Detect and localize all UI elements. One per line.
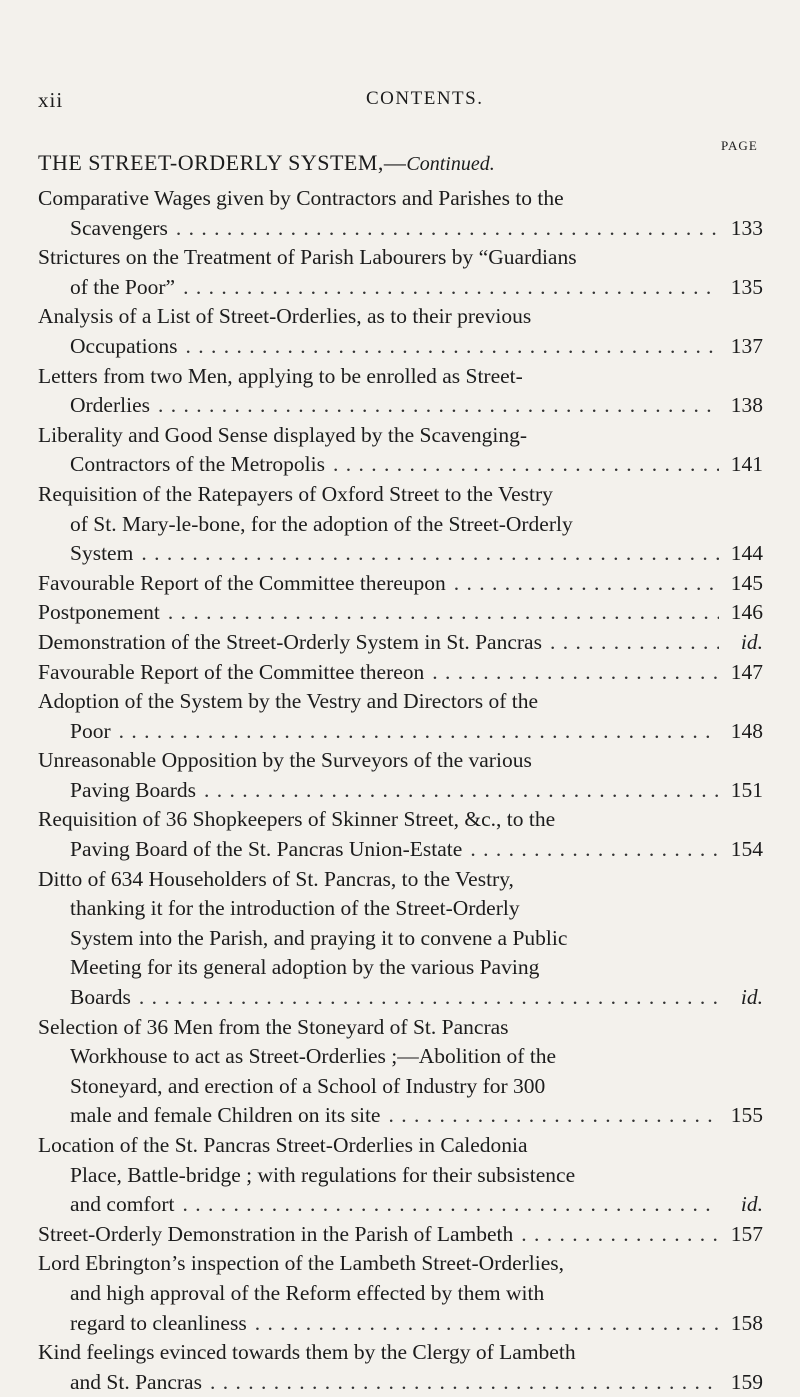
contents-entry (38, 1013, 763, 1131)
entry-line (38, 805, 763, 835)
entry-page-number: 144 (730, 541, 763, 566)
entry-page-number: id. (740, 1192, 763, 1217)
section-heading (38, 150, 778, 176)
entry-page-number: 146 (730, 600, 763, 625)
entry-text: Boards (70, 985, 131, 1010)
entry-text: Kind feelings evinced towards them by the Clergy of Lambeth (38, 1340, 576, 1365)
entry-line (38, 510, 763, 540)
entry-page-number: 159 (730, 1369, 763, 1394)
entry-line (38, 865, 763, 895)
leader-dots (111, 717, 719, 747)
entry-text: Paving Board of the St. Pancras Union-Estate (70, 837, 463, 862)
entry-line (38, 302, 763, 332)
entry-line (38, 569, 763, 599)
entry-page-number: 157 (730, 1221, 763, 1246)
leader-dots (542, 628, 719, 658)
entry-page-number: id. (740, 985, 763, 1010)
entry-page-number: 155 (730, 1103, 763, 1128)
leader-dots (133, 539, 719, 569)
entry-text: Strictures on the Treatment of Parish Labourers by “Guardians (38, 245, 577, 270)
entry-text: System into the Parish, and praying it to convene a Public (70, 925, 568, 950)
entry-line (38, 1338, 763, 1368)
contents-entry (38, 1131, 763, 1220)
entry-text: Favourable Report of the Committee thereupon (38, 570, 446, 595)
entry-text: Analysis of a List of Street-Orderlies, as to their previous (38, 304, 532, 329)
entry-line (38, 1279, 763, 1309)
entry-text: Location of the St. Pancras Street-Orderlies in Caledonia (38, 1133, 528, 1157)
contents-entry (38, 1249, 763, 1338)
entry-line (38, 214, 763, 244)
entry-text: Liberality and Good Sense displayed by the Scavenging- (38, 422, 528, 447)
entry-text: Orderlies (70, 393, 150, 418)
entry-line (38, 1042, 763, 1072)
leader-dots (446, 569, 719, 599)
contents-entry (38, 746, 763, 805)
contents-entry (38, 569, 763, 599)
entry-line (38, 391, 763, 421)
entry-text: thanking it for the introduction of the Street-Orderly (70, 896, 520, 921)
page-folio: xii (38, 88, 64, 112)
leader-dots (462, 835, 719, 865)
leader-dots (196, 776, 719, 806)
entry-text: Occupations (70, 333, 178, 358)
entry-line (38, 421, 763, 451)
entry-text: and St. Pancras (70, 1369, 202, 1394)
entry-page-number: 135 (730, 274, 763, 299)
leader-dots (247, 1309, 719, 1339)
entry-line (38, 598, 763, 628)
entry-line (38, 894, 763, 924)
entry-page-number: 151 (730, 777, 763, 802)
contents-entry (38, 480, 763, 569)
leader-dots (168, 214, 719, 244)
contents-entry (38, 421, 763, 480)
entry-line (38, 1013, 763, 1043)
entry-line (38, 687, 763, 717)
entry-text: of St. Mary-le-bone, for the adoption of the Street-Orderly (70, 511, 573, 536)
entry-text: Selection of 36 Men from the Stoneyard of St. Pancras (38, 1014, 509, 1039)
entry-text: of the Poor” (70, 274, 176, 299)
running-head (0, 88, 800, 118)
entry-text: and comfort (70, 1192, 175, 1217)
contents-entry (38, 1338, 763, 1397)
entry-text: and high approval of the Reform effected by them with (70, 1280, 545, 1305)
entry-page-number: 138 (730, 393, 763, 418)
entry-line (38, 1368, 763, 1397)
entry-line (38, 184, 763, 214)
entry-page-number: 148 (730, 718, 763, 743)
contents-entry (38, 362, 763, 421)
entry-text: Requisition of the Ratepayers of Oxford Street to the Vestry (38, 481, 553, 506)
entry-line (38, 243, 763, 273)
entry-page-number: 158 (730, 1310, 763, 1335)
entry-text: male and female Children on its site (70, 1103, 381, 1128)
entry-text: Letters from two Men, applying to be enrolled as Street- (38, 363, 523, 388)
leader-dots (177, 332, 719, 362)
entry-text: System (70, 541, 134, 566)
contents-entry (38, 1220, 763, 1250)
entry-line (38, 983, 763, 1013)
entry-line (38, 1249, 763, 1279)
entry-text: Demonstration of the Street-Orderly System in St. Pancras (38, 629, 542, 654)
contents-list (38, 184, 763, 1397)
contents-entry (38, 628, 763, 658)
leader-dots (380, 1101, 719, 1131)
entry-text: Ditto of 634 Householders of St. Pancras, to the Vestry, (38, 866, 514, 891)
entry-line (38, 539, 763, 569)
entry-line (38, 480, 763, 510)
entry-text: Contractors of the Metropolis (70, 452, 325, 477)
entry-text: Stoneyard, and erection of a School of Industry for 300 (70, 1073, 546, 1098)
entry-line (38, 332, 763, 362)
entry-line (38, 1072, 763, 1102)
entry-text: Favourable Report of the Committee thereon (38, 659, 425, 684)
entry-line (38, 924, 763, 954)
entry-text: Postponement (38, 600, 160, 625)
entry-line (38, 628, 763, 658)
entry-page-number: 145 (730, 570, 763, 595)
contents-entry (38, 658, 763, 688)
entry-line (38, 273, 763, 303)
entry-text: Requisition of 36 Shopkeepers of Skinner Street, &c., to the (38, 807, 556, 832)
entry-line (38, 1101, 763, 1131)
contents-entry (38, 687, 763, 746)
contents-entry (38, 598, 763, 628)
leader-dots (160, 598, 719, 628)
leader-dots (513, 1220, 719, 1250)
entry-text: Unreasonable Opposition by the Surveyors of the various (38, 748, 532, 773)
entry-page-number: id. (740, 629, 763, 654)
entry-text: Comparative Wages given by Contractors and Parishes to the (38, 186, 564, 210)
entry-line (38, 717, 763, 747)
entry-line (38, 1190, 763, 1220)
entry-page-number: 154 (730, 837, 763, 862)
entry-line (38, 450, 763, 480)
entry-line (38, 1309, 763, 1339)
entry-text: Workhouse to act as Street-Orderlies ;—Abolition of the (70, 1044, 557, 1069)
entry-line (38, 835, 763, 865)
leader-dots (131, 983, 719, 1013)
entry-line (38, 1161, 763, 1191)
entry-line (38, 776, 763, 806)
entry-text: Lord Ebrington’s inspection of the Lambeth Street-Orderlies, (38, 1251, 565, 1276)
leader-dots (325, 450, 719, 480)
running-head-title: CONTENTS. (366, 88, 484, 109)
entry-line (38, 953, 763, 983)
entry-page-number: 141 (730, 452, 763, 477)
section-title: THE STREET-ORDERLY SYSTEM,— (38, 150, 407, 175)
entry-line (38, 1220, 763, 1250)
contents-entry (38, 865, 763, 1013)
leader-dots (175, 273, 719, 303)
contents-entry (38, 243, 763, 302)
leader-dots (424, 658, 719, 688)
entry-line (38, 658, 763, 688)
leader-dots (150, 391, 719, 421)
contents-entry (38, 302, 763, 361)
entry-page-number: 133 (730, 215, 763, 240)
entry-page-number: 147 (730, 659, 763, 684)
leader-dots (174, 1190, 719, 1220)
entry-text: Paving Boards (70, 777, 197, 802)
entry-text: Scavengers (70, 215, 168, 240)
contents-entry (38, 184, 763, 243)
contents-entry (38, 805, 763, 864)
entry-text: Meeting for its general adoption by the various Paving (70, 955, 540, 980)
entry-line (38, 1131, 763, 1161)
entry-page-number: 137 (730, 333, 763, 358)
entry-line (38, 362, 763, 392)
entry-text: Poor (70, 718, 111, 743)
section-continued: Continued. (406, 153, 495, 175)
entry-text: Street-Orderly Demonstration in the Parish of Lambeth (38, 1221, 514, 1246)
entry-text: regard to cleanliness (70, 1310, 247, 1335)
entry-text: Place, Battle-bridge ; with regulations for their subsistence (70, 1162, 576, 1187)
leader-dots (202, 1368, 719, 1397)
page-column-label: PAGE (721, 138, 758, 153)
entry-text: Adoption of the System by the Vestry and Directors of the (38, 689, 538, 714)
entry-line (38, 746, 763, 776)
